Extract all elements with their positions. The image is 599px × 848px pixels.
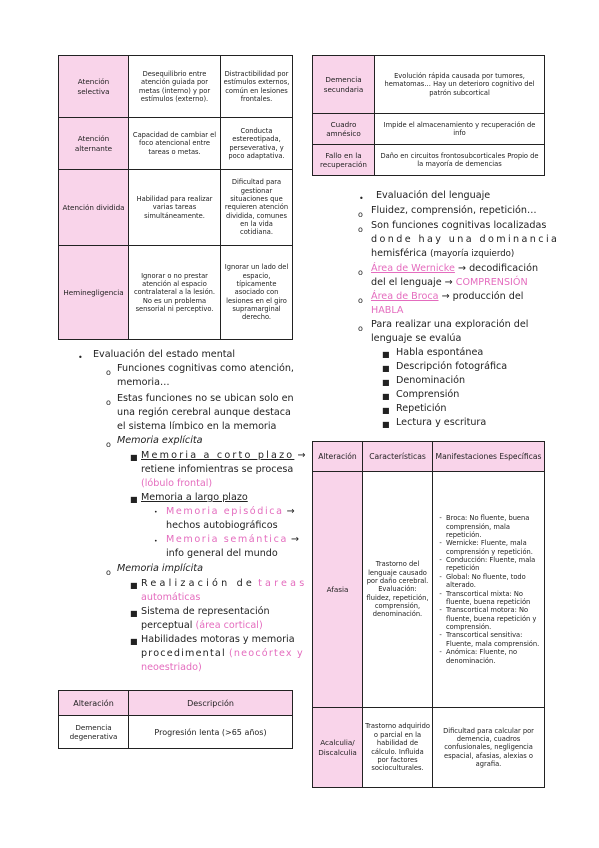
list-item: - Wernicke: Fluente, mala comprensión y repetición.	[446, 539, 542, 556]
attention-description: Ignorar o no prestar atención al espacio contralateral a la lesión. No es un problema sensorial ni perceptivo.	[129, 246, 221, 340]
list-item: - Transcortical sensitiva: Fluente, mala comprensión.	[446, 631, 542, 648]
attention-type: Heminegligencia	[59, 246, 129, 340]
attention-description: Capacidad de cambiar el foco atencional entre tareas o metas.	[129, 118, 221, 170]
bullet-square: ■	[130, 609, 138, 618]
alteration-cell: Cuadro amnésico	[313, 114, 375, 145]
alteration-cell: Demencia secundaria	[313, 56, 375, 114]
list-item: hemisférica (mayoría izquierdo)	[371, 248, 515, 259]
bullet-small: •	[154, 509, 158, 516]
list-item: Comprensión	[396, 389, 460, 400]
bullet-square: ■	[130, 453, 138, 462]
list-item: Área de Wernicke → decodificación	[371, 263, 539, 274]
list-item: Memoria a corto plazo →	[141, 450, 306, 461]
list-item: Memoria semántica →	[166, 534, 300, 545]
bullet-dot: •	[78, 353, 83, 362]
attention-deficit: Dificultad para gestionar situaciones que requieren atención dividida, comunes en la vida cotidiana.	[221, 170, 293, 246]
attention-deficit: Distractibilidad por estímulos externos, común en lesiones frontales.	[221, 56, 293, 118]
list-item: memoria…	[117, 377, 170, 388]
description-cell: Evolución rápida causada por tumores, hematomas… Hay un deterioro cognitivo del patrón subcortical	[375, 56, 545, 114]
header-cell: Alteración	[59, 691, 129, 716]
list-item: Habilidades motoras y memoria	[141, 634, 295, 645]
bullet-square: ■	[130, 581, 138, 590]
list-item: Repetición	[396, 403, 447, 414]
list-item: Descripción fotográfica	[396, 361, 508, 372]
bullet-circle: o	[106, 398, 111, 407]
list-item: - Transcortical motora: No fluente, buena repetición y comprensión.	[446, 606, 542, 631]
bullet-square: ■	[382, 364, 390, 373]
attention-description: Habilidad para realizar varias tareas simultáneamente.	[129, 170, 221, 246]
list-item: lenguaje se evalúa	[371, 333, 462, 344]
list-item: Memoria a largo plazo	[141, 492, 248, 503]
list-item: neoestriado)	[141, 662, 202, 673]
attention-deficit: Conducta estereotipada, perseverativa, y poco adaptativa.	[221, 118, 293, 170]
bullet-small: •	[154, 538, 158, 545]
alteration-cell: Demencia degenerativa	[59, 716, 129, 749]
bullet-circle: o	[358, 225, 363, 234]
aphasia-table	[312, 441, 545, 788]
list-item: Área de Broca → producción del	[371, 291, 524, 302]
description-cell: Progresión lenta (>65 años)	[129, 716, 293, 749]
attention-description: Desequilibrio entre atención guiada por metas (interno) y por estímulos (externo).	[129, 56, 221, 118]
list-item: perceptual (área cortical)	[141, 620, 263, 631]
bullet-square: ■	[382, 392, 390, 401]
alteration-cell: Acalculia/ Discalculia	[313, 708, 363, 788]
header-cell: Descripción	[129, 691, 293, 716]
list-item: Memoria explícita	[117, 435, 203, 446]
bullet-circle: o	[106, 368, 111, 377]
attention-type: Atención alternante	[59, 118, 129, 170]
alteration-cell: Fallo en la recuperación	[313, 145, 375, 176]
manifestations-cell: Dificultad para calcular por demencia, cuadros confusionales, negligencia espacial, afasias, alexias o agrafia.	[433, 708, 545, 788]
list-item: Denominación	[396, 375, 466, 386]
attention-type: Atención dividida	[59, 170, 129, 246]
list-item: Funciones cognitivas como atención,	[117, 363, 294, 374]
list-item: Fluidez, comprensión, repetición…	[371, 205, 537, 216]
list-item: donde hay una dominancia	[371, 234, 560, 245]
list-item: del el lenguaje → COMPRENSIÓN	[371, 277, 528, 288]
list-item: HABLA	[371, 305, 404, 316]
list-item: (lóbulo frontal)	[141, 478, 213, 489]
degenerative-table	[58, 690, 293, 749]
attention-type: Atención selectiva	[59, 56, 129, 118]
list-item: una región cerebral aunque destaca	[117, 407, 291, 418]
bullet-dot: •	[359, 194, 364, 203]
manifestations-list	[436, 514, 542, 665]
list-item: Son funciones cognitivas localizadas	[371, 220, 547, 231]
list-item: procedimental (neocórtex y	[141, 648, 304, 659]
list-item: Memoria episódica →	[166, 506, 295, 517]
list-item: automáticas	[141, 592, 201, 603]
section-title: Evaluación del estado mental	[93, 349, 236, 360]
bullet-square: ■	[130, 637, 138, 646]
list-item: el sistema límbico en la memoria	[117, 421, 277, 432]
list-item: Memoria implícita	[117, 563, 203, 574]
bullet-square: ■	[382, 350, 390, 359]
alteration-cell: Afasia	[313, 472, 363, 708]
header-cell: Manifestaciones Específicas	[433, 442, 545, 472]
list-item: Sistema de representación	[141, 606, 270, 617]
attention-deficit: Ignorar un lado del espacio, típicamente asociado con lesiones en el giro supramarginal derecho.	[221, 246, 293, 340]
section-title: Evaluación del lenguaje	[376, 190, 491, 201]
description-cell: Impide el almacenamiento y recuperación de info	[375, 114, 545, 145]
list-item: Para realizar una exploración del	[371, 319, 529, 330]
list-item: Lectura y escritura	[396, 417, 487, 428]
list-item: info general del mundo	[166, 548, 278, 559]
list-item: Habla espontánea	[396, 347, 484, 358]
header-cell: Características	[363, 442, 433, 472]
bullet-circle: o	[358, 268, 363, 277]
list-item: Realización de tareas	[141, 578, 308, 589]
bullet-circle: o	[358, 210, 363, 219]
bullet-square: ■	[382, 378, 390, 387]
list-item: - Transcortical mixta: No fluente, buena repetición	[446, 590, 542, 607]
bullet-circle: o	[106, 568, 111, 577]
bullet-circle: o	[358, 296, 363, 305]
bullet-circle: o	[358, 324, 363, 333]
list-item: Estas funciones no se ubican solo en	[117, 393, 294, 404]
manifestations-cell	[433, 472, 545, 708]
header-cell: Alteración	[313, 442, 363, 472]
list-item: - Broca: No fluente, buena comprensión, mala repetición.	[446, 514, 542, 539]
bullet-square: ■	[382, 406, 390, 415]
list-item: - Global: No fluente, todo alterado.	[446, 573, 542, 590]
list-item: hechos autobiográficos	[166, 520, 278, 531]
characteristics-cell: Trastorno del lenguaje causado por daño cerebral. Evaluación: fluidez, repetición, comprensión, denominación.	[363, 472, 433, 708]
list-item: retiene infomientras se procesa	[141, 464, 294, 475]
list-item: - Anómica: Fluente, no denominación.	[446, 648, 542, 665]
list-item: - Conducción: Fluente, mala repetición	[446, 556, 542, 573]
bullet-square: ■	[382, 420, 390, 429]
description-cell: Daño en circuitos frontosubcorticales Propio de la mayoría de demencias	[375, 145, 545, 176]
bullet-circle: o	[106, 440, 111, 449]
characteristics-cell: Trastorno adquirido o parcial en la habilidad de cálculo. Influida por factores socioculturales.	[363, 708, 433, 788]
bullet-square: ■	[130, 495, 138, 504]
